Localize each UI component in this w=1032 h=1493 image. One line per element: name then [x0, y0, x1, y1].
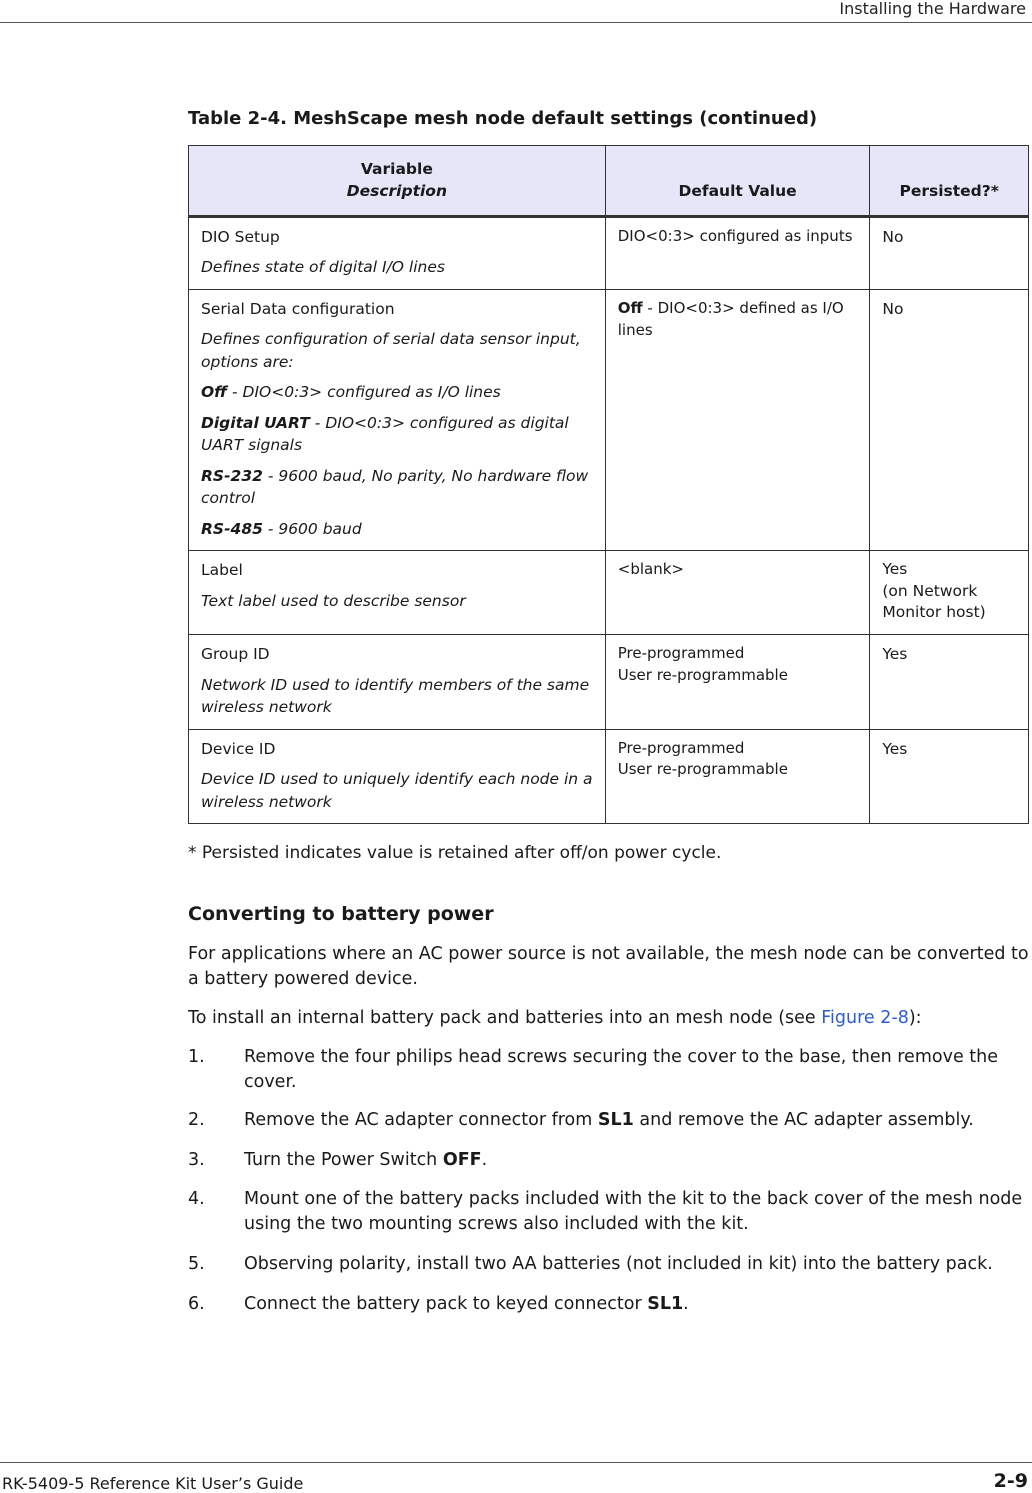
step-text: Remove the four philips head screws securing the cover to the base, then remove the cover. [244, 1047, 998, 1092]
option-digital-uart [201, 412, 593, 457]
variable-description: Network ID used to identify members of the same wireless network [201, 675, 590, 717]
table-header-row [189, 146, 1029, 217]
footer-guide-title: RK-5409-5 Reference Kit User’s Guide [2, 1474, 304, 1493]
cell-default-value [605, 635, 870, 729]
step-item [188, 1187, 1030, 1237]
step-text: Observing polarity, install two AA batteries (not included in kit) into the battery pack. [244, 1254, 993, 1274]
step-switch-state: OFF [442, 1150, 482, 1170]
table-row [189, 289, 1029, 550]
step-connector: SL1 [597, 1110, 634, 1130]
persisted-value: No [882, 299, 904, 318]
header-variable: Variable [360, 160, 433, 178]
option-text: - DIO<0:3> configured as I/O lines [227, 383, 501, 402]
header-persisted: Persisted?* [870, 146, 1029, 217]
cell-default-value [605, 551, 870, 635]
table-row [189, 216, 1029, 289]
header-divider [0, 22, 1032, 23]
variable-name: Group ID [201, 645, 270, 664]
step-number: 3. [188, 1150, 205, 1170]
variable-name: Serial Data configuration [201, 299, 395, 318]
cell-variable [189, 635, 606, 729]
table-title: Table 2-4. MeshScape mesh node default settings (continued) [188, 108, 818, 129]
cell-persisted [870, 729, 1029, 823]
step-text-post: and remove the AC adapter assembly. [633, 1110, 974, 1130]
option-text: - 9600 baud, No parity, No hardware flow control [201, 466, 589, 508]
persisted-value: Yes [882, 645, 908, 664]
step-text-pre: Connect the battery pack to keyed connector [244, 1294, 648, 1314]
option-name: RS-485 [201, 519, 263, 538]
step-text-pre: Remove the AC adapter connector from [244, 1110, 598, 1130]
persisted-value: Yes [882, 560, 908, 579]
intro-paragraph: For applications where an AC power source is not available, the mesh node can be converted to a battery powered device. [188, 944, 1029, 989]
step-text [244, 1292, 1030, 1317]
option-name: Digital UART [201, 413, 310, 432]
header-description: Description [346, 182, 447, 201]
step-connector: SL1 [647, 1294, 684, 1314]
variable-description: Text label used to describe sensor [201, 591, 466, 610]
default-value-bold: Off [617, 298, 643, 317]
step-number: 2. [188, 1110, 205, 1130]
variable-name: Device ID [201, 739, 276, 758]
cell-persisted [870, 635, 1029, 729]
settings-table [188, 145, 1029, 824]
option-off [201, 381, 593, 403]
table-row [189, 729, 1029, 823]
variable-description: Defines state of digital I/O lines [201, 258, 445, 277]
cell-persisted [870, 289, 1029, 550]
step-text: Mount one of the battery packs included with the kit to the back cover of the mesh node using the two mounting screws also included with the kit. [244, 1189, 1023, 1234]
figure-link[interactable]: Figure 2-8 [821, 1008, 909, 1028]
step-text [244, 1148, 1030, 1173]
default-value: User re-programmable [617, 665, 788, 684]
persisted-note: Monitor host) [882, 603, 986, 622]
step-number: 5. [188, 1254, 205, 1274]
option-text: - 9600 baud [262, 519, 362, 538]
step-item [188, 1252, 1030, 1277]
section-heading: Converting to battery power [188, 903, 494, 925]
cell-variable [189, 216, 606, 289]
install-paragraph [188, 1006, 1030, 1031]
default-value: Pre-programmed [617, 644, 745, 663]
step-number: 4. [188, 1189, 205, 1209]
default-value: <blank> [617, 560, 684, 579]
step-number: 1. [188, 1047, 205, 1067]
cell-default-value [605, 729, 870, 823]
install-lead: To install an internal battery pack and batteries into an mesh node (see [188, 1008, 822, 1028]
cell-default-value [605, 289, 870, 550]
option-rs485 [201, 518, 593, 540]
option-rs232 [201, 465, 593, 510]
cell-variable [189, 551, 606, 635]
header-default-value: Default Value [605, 146, 870, 217]
table-row [189, 551, 1029, 635]
variable-name: Label [201, 561, 243, 580]
header-variable-description [189, 146, 606, 217]
persisted-note: (on Network [882, 581, 978, 600]
step-item [188, 1108, 1030, 1133]
default-value: Pre-programmed [617, 738, 745, 757]
step-number: 6. [188, 1294, 205, 1314]
step-text-post: . [683, 1294, 689, 1314]
cell-default-value [605, 216, 870, 289]
option-name: RS-232 [201, 466, 263, 485]
step-item [188, 1045, 1030, 1095]
persisted-value: No [882, 227, 904, 246]
cell-variable [189, 289, 606, 550]
cell-variable [189, 729, 606, 823]
default-value: DIO<0:3> configured as inputs [617, 226, 853, 245]
step-item [188, 1148, 1030, 1173]
variable-description: Defines configuration of serial data sensor input, options are: [201, 330, 581, 371]
install-tail: ): [908, 1008, 922, 1028]
cell-persisted [870, 216, 1029, 289]
step-text [244, 1108, 1030, 1133]
persisted-value: Yes [882, 739, 908, 758]
footer-divider [0, 1462, 1032, 1463]
default-value: User re-programmable [617, 760, 788, 779]
page-number: 2-9 [993, 1470, 1028, 1492]
variable-name: DIO Setup [201, 227, 280, 246]
table-row [189, 635, 1029, 729]
step-item [188, 1292, 1030, 1317]
cell-persisted [870, 551, 1029, 635]
step-text-pre: Turn the Power Switch [244, 1150, 443, 1170]
table-footnote: * Persisted indicates value is retained after off/on power cycle. [188, 843, 722, 863]
option-name: Off [201, 383, 228, 402]
option-text: - DIO<0:3> configured as digital UART signals [201, 413, 569, 455]
default-value: - DIO<0:3> defined as I/O lines [617, 298, 844, 339]
step-text-post: . [481, 1150, 488, 1170]
header-section-title: Installing the Hardware [839, 0, 1026, 18]
variable-description: Device ID used to uniquely identify each node in a wireless network [201, 770, 593, 811]
